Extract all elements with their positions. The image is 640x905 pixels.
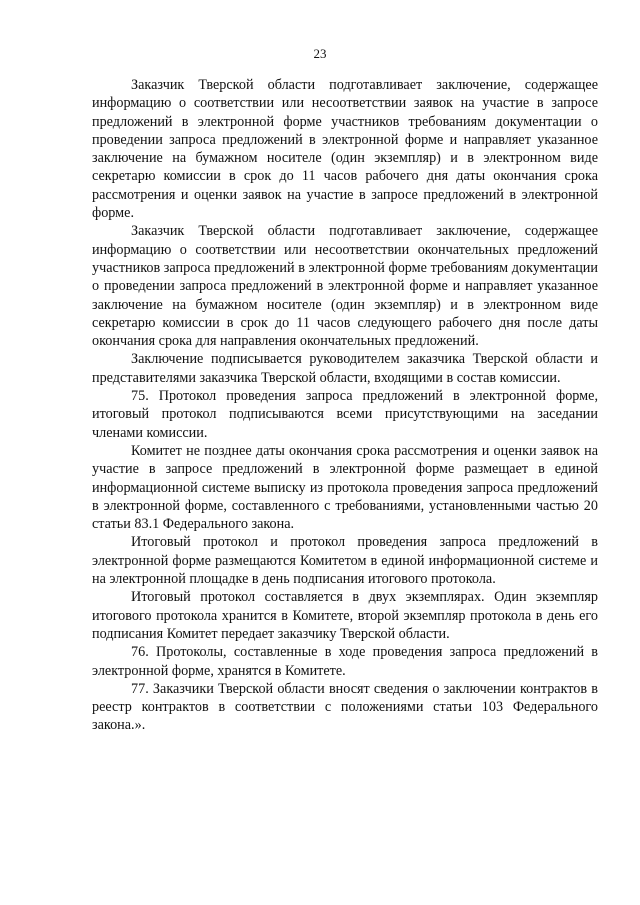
paragraph-conclusion-signing: Заключение подписывается руководителем заказчика Тверской области и представителями заказчика Тверской области, входящими в состав комиссии. — [92, 351, 598, 386]
paragraph-protocol-copies: Итоговый протокол составляется в двух экземплярах. Один экземпляр итогового протокола хранится в Комитете, второй экземпляр протокола в день его подписания Комитет передает заказчику Тверской области. — [92, 589, 598, 642]
paragraph-conclusion-applications: Заказчик Тверской области подготавливает заключение, содержащее информацию о соответствии или несоответствии заявок на участие в запросе предложений в электронной форме участников требованиям документации о проведении запроса предложений в электронной форме и направляет указанное заключение на бумажном носителе (один экземпляр) и в электронном виде секретарю комиссии в срок до 11 часов рабочего дня даты окончания срока рассмотрения и оценки заявок на участие в запросе предложений в электронной форме. — [92, 77, 598, 222]
paragraph-protocol-publication: Итоговый протокол и протокол проведения запроса предложений в электронной форме размещаются Комитетом в единой информационной системе и на электронной площадке в день подписания итогового протокола. — [92, 534, 598, 588]
paragraph-conclusion-final-offers: Заказчик Тверской области подготавливает заключение, содержащее информацию о соответствии или несоответствии окончательных предложений участников запроса предложений в электронной форме требованиям документации о проведении запроса предложений в электронной форме и направляет указанное заключение на бумажном носителе (один экземпляр) и в электронном виде секретарю комиссии в срок до 11 часов следующего рабочего дня после даты окончания срока для направления окончательных предложений. — [92, 223, 598, 350]
paragraph-clause-76: 76. Протоколы, составленные в ходе проведения запроса предложений в электронной форме, хранятся в Комитете. — [92, 644, 598, 679]
paragraph-committee-extract: Комитет не позднее даты окончания срока рассмотрения и оценки заявок на участие в запросе предложений в электронной форме размещает в единой информационной системе выписку из протокола проведения запроса предложений в электронной форме, составленного с требованиями, установленными частью 20 статьи 83.1 Федерального закона. — [92, 442, 598, 533]
paragraph-clause-77: 77. Заказчики Тверской области вносят сведения о заключении контрактов в реестр контрактов в соответствии с положениями статьи 103 Федерального закона.». — [92, 680, 598, 734]
document-body — [92, 76, 598, 735]
paragraph-clause-75: 75. Протокол проведения запроса предложений в электронной форме, итоговый протокол подписываются всеми присутствующими на заседании членами комиссии. — [92, 388, 598, 441]
page-number: 23 — [313, 46, 327, 61]
